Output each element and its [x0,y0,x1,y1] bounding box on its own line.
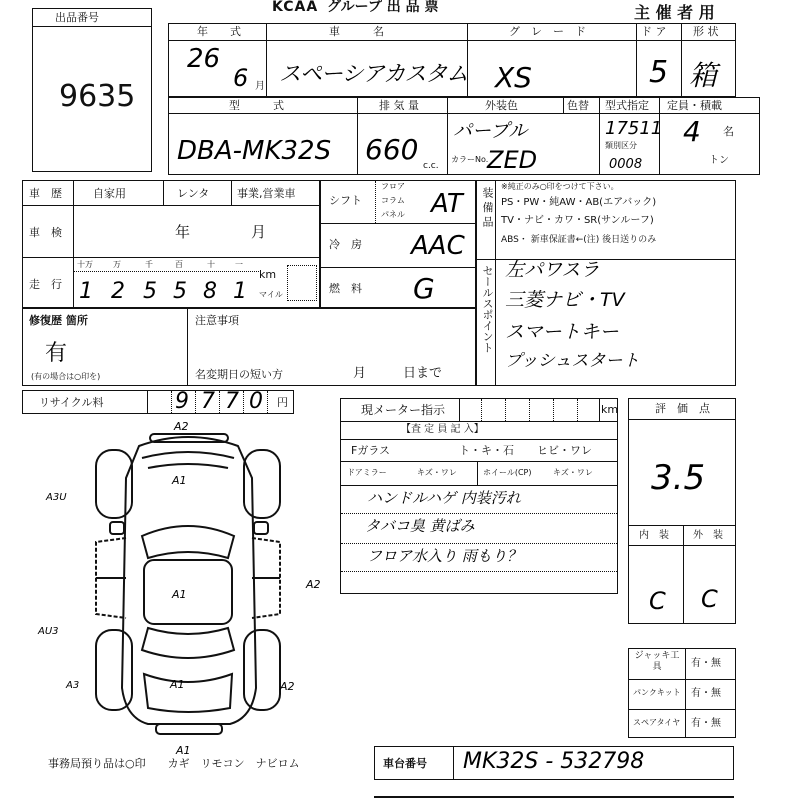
shift-label: シフト [329,194,362,207]
spare-tire-options: 有・無 [691,718,721,729]
sales-points-label: セールスポイント [481,265,494,353]
recycle-fee-row [22,390,294,414]
score-label: 評 価 点 [655,402,710,415]
inspection-month-label: 月 [251,223,267,241]
score-value: 3.5 [651,458,706,498]
damage-mark: A1 [176,744,191,757]
interior-label: 内 装 [639,530,669,541]
type-cert-value: 17511 [605,118,663,139]
repair-history-sub: (有の場合は○印を) [31,372,101,381]
equipment-line-3: ABS・ 新車保証書←(注) 後日送りのみ [501,235,657,245]
odometer-digit: 1 [233,279,247,304]
meter-label: 現メーター指示 [361,403,446,417]
sales-point: プッシュスタート [505,351,640,371]
lot-number-label: 出品番号 [55,11,99,24]
fuel-label: 燃 料 [329,282,362,295]
digit-label: 千 [145,260,153,269]
repair-history-label: 修復歴 箇所 [29,314,88,327]
glass-options-2: ヒビ・ワレ [537,444,592,457]
name-change-label: 名変期日の短い方 [195,368,283,381]
month-value: 6 [233,64,249,92]
ton-unit: トン [709,155,729,166]
equipment-note: ※純正のみ○印をつけて下さい。 [501,182,619,191]
chassis-row [374,746,734,780]
month-unit: 月 [255,81,265,92]
sales-point: スマートキー [505,321,619,343]
recycle-digit: 9 [175,389,189,414]
color-no-label: カラーNo. [451,155,489,164]
history-label: 車 歴 [29,187,62,200]
mirror-options: キズ・ワレ [417,468,457,477]
lot-number-box [32,8,152,172]
door-label: ド ア [641,25,667,38]
recycle-label: リサイクル料 [39,396,104,409]
odometer-digit: 2 [111,279,125,304]
damage-mark: A2 [280,680,295,693]
business-label: 事業,営業車 [237,187,296,200]
car-name-value: スペーシアカスタム [279,62,468,87]
fuel-value: G [413,272,435,305]
grade-value: XS [495,61,532,94]
bottom-rule [374,796,734,798]
model-code-value: DBA-MK32S [177,136,332,166]
odometer-digit: 1 [79,279,93,304]
puncture-kit-options: 有・無 [691,688,721,699]
exterior-grade: C [701,585,718,613]
exterior-label: 外 装 [693,530,723,541]
equipment-label: 装 備 品 [481,187,494,227]
color-no-value: ZED [487,146,538,174]
inspector-note: フロア水入り 雨もり？ [367,547,522,565]
glass-label: Fガラス [351,444,390,457]
odometer-extra-box [287,265,317,301]
org-title [272,0,439,16]
chassis-value: MK32S - 532798 [463,749,645,774]
damage-mark: A2 [306,578,321,591]
damage-mark: A3U [46,492,67,503]
cc-unit: c.c. [423,161,439,171]
chassis-label: 車台番号 [383,757,427,770]
inspection-year-label: 年 [175,223,191,241]
jack-options: 有・無 [691,658,721,669]
odometer-digit: 5 [173,279,187,304]
digit-label: 十 [207,260,215,269]
damage-mark: A2 [174,420,189,433]
private-use-label: 自家用 [93,187,126,200]
model-code-label: 型 式 [229,99,284,112]
color-label: 外装色 [485,99,518,112]
history-block [22,180,320,308]
shift-value: AT [431,189,463,219]
meter-km: km [601,403,619,416]
shift-panel: パネル [381,210,405,219]
sales-point: 左パワスラ [505,259,600,281]
seats-value: 4 [683,115,701,148]
sales-point: 三菱ナビ・TV [505,289,625,311]
color-value: パープル [453,120,528,142]
name-change-day: 日まで [403,366,443,381]
shape-label: 形 状 [693,25,719,38]
recycle-digit: 7 [201,389,215,414]
notice-label: 注意事項 [195,314,239,327]
tools-block [628,648,736,738]
damage-mark: A3 [66,680,80,691]
damage-mark: AU3 [38,626,59,637]
digit-label: 百 [175,260,183,269]
seats-unit: 名 [723,125,734,138]
category-label: 類別区分 [605,141,637,150]
jack-label: ジャッキ工具 [634,651,680,672]
recycle-unit: 円 [277,396,288,409]
shape-value: 箱 [689,59,718,92]
mechanical-block [320,180,476,308]
km-label: km [259,268,277,281]
grade-label: グ レ ー ド [509,25,586,38]
capacity-label: 定員・積載 [667,99,722,112]
odometer-digit: 8 [203,279,217,304]
doors-value: 5 [649,55,669,90]
equipment-line-2: TV・ナビ・カワ・SR(サンルーフ) [501,215,654,226]
car-diagram [38,418,334,758]
organizer-copy: 主 催 者 用 [634,3,715,22]
inspector-note: タバコ臭 黄ばみ [365,517,475,535]
digit-label: 十万 [77,260,93,269]
recolor-label: 色替 [567,99,589,112]
wheel-options: キズ・ワレ [553,468,593,477]
displacement-value: 660 [365,133,419,166]
damage-mark: A1 [170,678,185,691]
type-cert-label: 型式指定 [605,99,649,112]
vehicle-row-1 [168,23,736,97]
inspector-note: ハンドルハゲ 内装汚れ [367,489,521,507]
category-value: 0008 [609,157,643,172]
footer-note: 事務局預り品は○印 カギ リモコン ナビロム [48,757,300,770]
digit-label: 一 [235,260,243,269]
shift-floor: フロア [381,182,405,191]
inspector-title: 【査 定 員 記 入】 [401,424,484,435]
glass-options: ト・キ・石 [459,444,514,457]
rental-label: レンタ [177,187,210,200]
org-subtitle: グループ 出 品 票 [327,0,439,15]
lot-number: 9635 [59,79,136,114]
mileage-label: 走 行 [29,278,62,291]
year-label: 年 式 [197,25,241,38]
equipment-block [476,180,736,386]
repair-history-value: 有 [45,341,68,366]
inspection-label: 車 検 [29,226,62,239]
year-value: 26 [187,44,221,74]
displacement-label: 排 気 量 [379,99,419,112]
wheel-label: ホイール(CP) [483,468,532,477]
ac-label: 冷 房 [329,238,362,251]
recycle-digit: 0 [249,389,263,414]
mile-label: マイル [259,290,283,299]
damage-mark: A1 [172,588,187,601]
mirror-label: ドアミラー [347,468,387,477]
interior-grade: C [649,587,666,615]
equipment-line-1: PS・PW・純AW・AB(エアバック) [501,197,657,208]
score-block [628,398,736,624]
spare-tire-label: スペアタイヤ [633,718,681,727]
digit-label: 万 [113,260,121,269]
inspector-block [340,398,618,594]
recycle-digit: 7 [225,389,239,414]
org-name: KCAA [272,0,319,15]
odometer-digit: 5 [143,279,157,304]
repair-block [22,308,476,386]
car-name-label: 車 名 [329,25,384,38]
puncture-kit-label: パンクキット [633,688,681,697]
name-change-month: 月 [353,366,367,381]
shift-column: コラム [381,196,405,205]
damage-mark: A1 [172,474,187,487]
ac-value: AAC [411,231,465,261]
vehicle-row-2 [168,97,760,175]
